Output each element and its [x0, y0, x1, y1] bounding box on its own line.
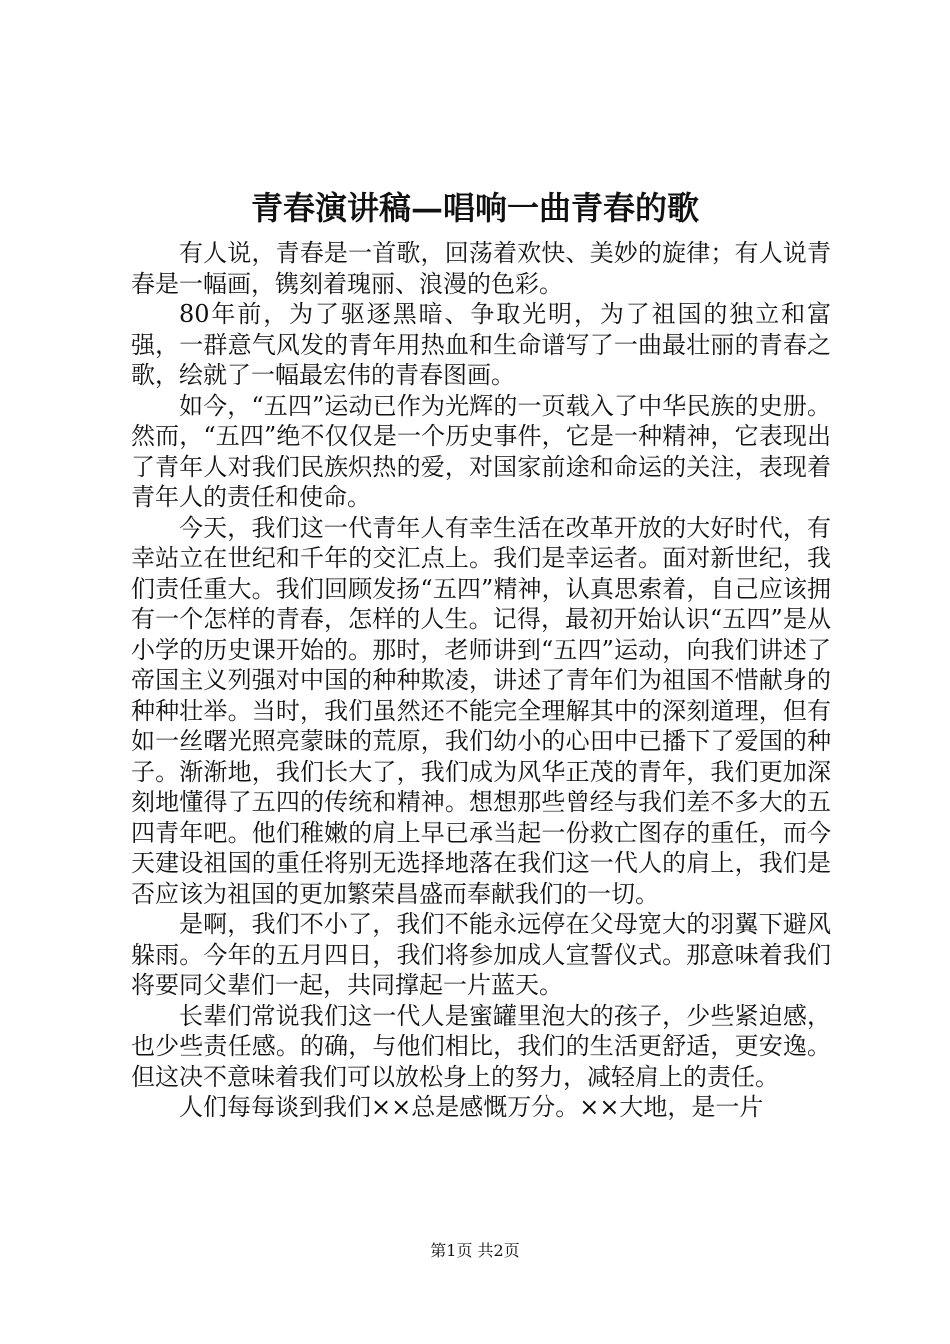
paragraph: 有人说，青春是一首歌，回荡着欢快、美妙的旋律；有人说青春是一幅画，镌刻着瑰丽、浪漫的色彩。: [131, 239, 831, 298]
paragraph: 80年前，为了驱逐黑暗、争取光明，为了祖国的独立和富强，一群意气风发的青年用热血和生命谱写了一曲最壮丽的青春之歌，绘就了一幅最宏伟的青春图画。: [131, 300, 831, 389]
document-body: [131, 238, 831, 1123]
paragraph: 人们每每谈到我们××总是感慨万分。××大地，是一片: [179, 1093, 764, 1121]
paragraph: 长辈们常说我们这一代人是蜜罐里泡大的孩子，少些紧迫感，也少些责任感。的确，与他们相比，我们的生活更舒适，更安逸。但这决不意味着我们可以放松身上的努力，减轻肩上的责任。: [131, 1001, 831, 1091]
page-number-footer: 第1页 共2页: [430, 1241, 520, 1260]
paragraph: 今天，我们这一代青年人有幸生活在改革开放的大好时代，有幸站立在世纪和千年的交汇点上。我们是幸运者。面对新世纪，我们责任重大。我们回顾发扬“五四”精神，认真思索着，自己应该拥有一个怎样的青春，怎样的人生。记得，最初开始认识“五四”是从小学的历史课开始的。那时，老师讲到“五四”运动，向我们讲述了帝国主义列强对中国的种种欺凌，讲述了青年们为祖国不惜献身的种种壮举。当时，我们虽然还不能完全理解其中的深刻道理，但有如一丝曙光照亮蒙昧的荒原，我们幼小的心田中已播下了爱国的种子。渐渐地，我们长大了，我们成为风华正茂的青年，我们更加深刻地懂得了五四的传统和精神。想想那些曾经与我们差不多大的五四青年吧。他们稚嫩的肩上早已承当起一份救亡图存的重任，而今天建设祖国的重任将别无选择地落在我们这一代人的肩上，我们是否应该为祖国的更加繁荣昌盛而奉献我们的一切。: [131, 513, 831, 908]
paragraph: 是啊，我们不小了，我们不能永远停在父母宽大的羽翼下避风躲雨。今年的五月四日，我们将参加成人宣誓仪式。那意味着我们将要同父辈们一起，共同撑起一片蓝天。: [131, 910, 831, 999]
paragraph: 如今，“五四”运动已作为光辉的一页载入了中华民族的史册。然而，“五四”绝不仅仅是一个历史事件，它是一种精神，它表现出了青年人对我们民族炽热的爱，对国家前途和命运的关注，表现着青年人的责任和使命。: [131, 391, 831, 511]
document-title: 青春演讲稿—唱响一曲青春的歌: [250, 189, 699, 227]
